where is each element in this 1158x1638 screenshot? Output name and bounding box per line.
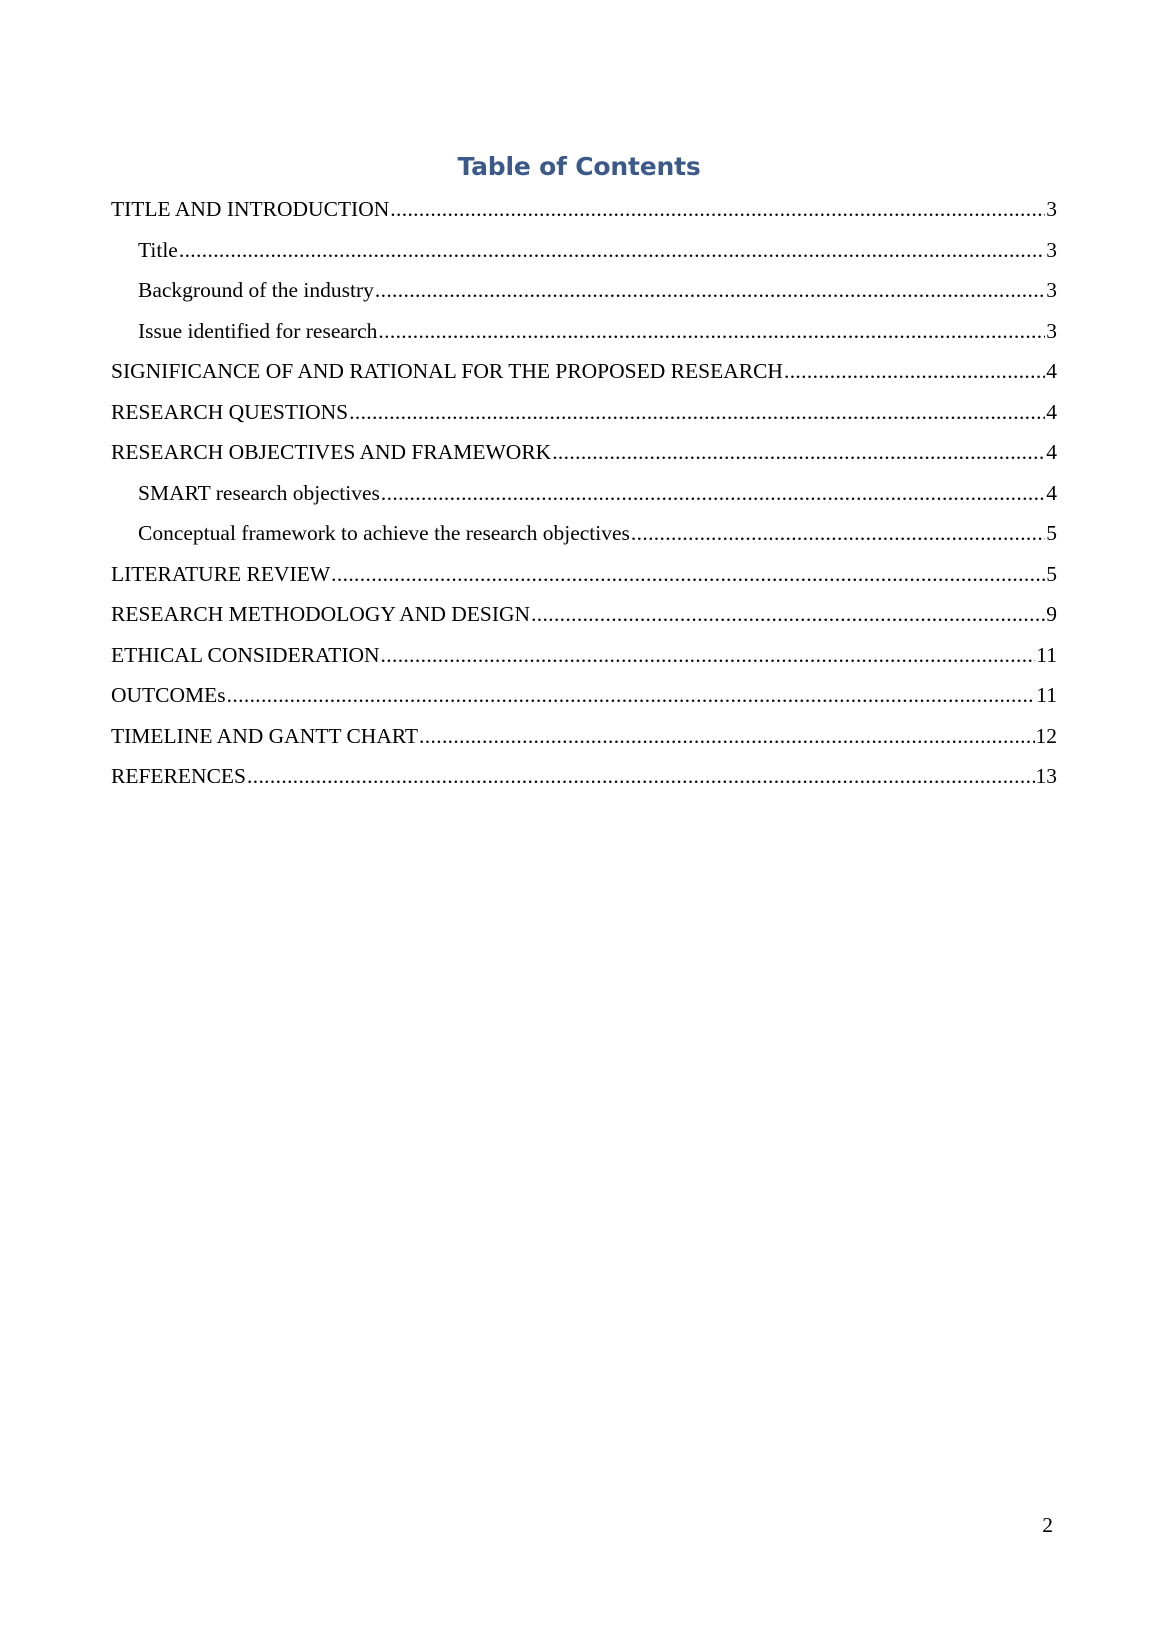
toc-entry-research-objectives-and-framework[interactable] [111,437,1057,478]
toc-entry-page: 11 [1036,642,1057,667]
toc-entry-label: Issue identified for research [138,318,378,343]
page-number: 2 [1042,1513,1053,1537]
toc-entry-page: 9 [1046,602,1057,626]
toc-entry-page: 13 [1035,764,1057,788]
toc-entry-significance-and-rational[interactable] [111,356,1057,397]
toc-entry-title[interactable] [111,235,1057,276]
toc-entry-label: RESEARCH QUESTIONS [111,399,349,424]
toc-dot-leader [419,721,1034,751]
toc-entry-label: LITERATURE REVIEW [111,561,331,586]
toc-dot-leader [381,478,1045,508]
toc-entry-page: 11 [1036,683,1057,707]
toc-entry-title-and-introduction[interactable] [111,194,1057,235]
toc-entry-page: 4 [1046,480,1057,505]
toc-entry-references[interactable] [111,761,1057,802]
toc-entry-background-of-the-industry[interactable] [111,275,1057,316]
toc-entry-timeline-and-gantt-chart[interactable] [111,721,1057,762]
toc-dot-leader [247,761,1035,791]
toc-entry-label: ETHICAL CONSIDERATION [111,642,380,667]
toc-dot-leader [378,316,1045,346]
toc-entry-page: 5 [1046,521,1057,545]
toc-list [111,194,1057,802]
toc-entry-label: TIMELINE AND GANTT CHART [111,723,419,748]
toc-entry-outcomes[interactable] [111,680,1057,721]
toc-entry-literature-review[interactable] [111,559,1057,600]
toc-entry-page: 3 [1046,237,1057,262]
toc-dot-leader [331,559,1045,589]
toc-entry-label: OUTCOMEs [111,683,226,707]
toc-dot-leader [531,599,1045,629]
toc-entry-label: REFERENCES [111,764,246,788]
toc-entry-page: 4 [1046,359,1057,383]
toc-entry-conceptual-framework[interactable] [111,518,1057,559]
toc-entry-research-questions[interactable] [111,397,1057,438]
toc-entry-label: TITLE AND INTRODUCTION [111,197,390,221]
toc-dot-leader [375,275,1045,305]
toc-entry-page: 12 [1035,723,1057,748]
toc-entry-label: Background of the industry [138,278,374,302]
toc-entry-page: 4 [1046,399,1057,424]
toc-entry-page: 3 [1046,197,1057,221]
toc-dot-leader [179,235,1045,265]
toc-dot-leader [227,680,1036,710]
toc-title: Table of Contents [457,152,701,181]
toc-entry-page: 5 [1046,561,1057,586]
toc-dot-leader [631,518,1045,548]
toc-dot-leader [552,437,1045,467]
toc-entry-issue-identified-for-research[interactable] [111,316,1057,357]
toc-entry-ethical-consideration[interactable] [111,640,1057,681]
toc-dot-leader [784,356,1045,386]
toc-entry-label: Title [138,237,178,262]
toc-entry-label: SMART research objectives [138,480,380,505]
toc-entry-label: RESEARCH OBJECTIVES AND FRAMEWORK [111,440,552,464]
toc-entry-smart-research-objectives[interactable] [111,478,1057,519]
toc-dot-leader [381,640,1036,670]
toc-entry-page: 3 [1046,278,1057,302]
toc-entry-page: 3 [1046,318,1057,343]
toc-entry-page: 4 [1046,440,1057,464]
toc-dot-leader [349,397,1045,427]
toc-dot-leader [390,194,1045,224]
toc-entry-research-methodology-and-design[interactable] [111,599,1057,640]
toc-entry-label: Conceptual framework to achieve the research objectives [138,521,630,545]
toc-entry-label: RESEARCH METHODOLOGY AND DESIGN [111,602,531,626]
toc-entry-label: SIGNIFICANCE OF AND RATIONAL FOR THE PROPOSED RESEARCH [111,359,783,383]
